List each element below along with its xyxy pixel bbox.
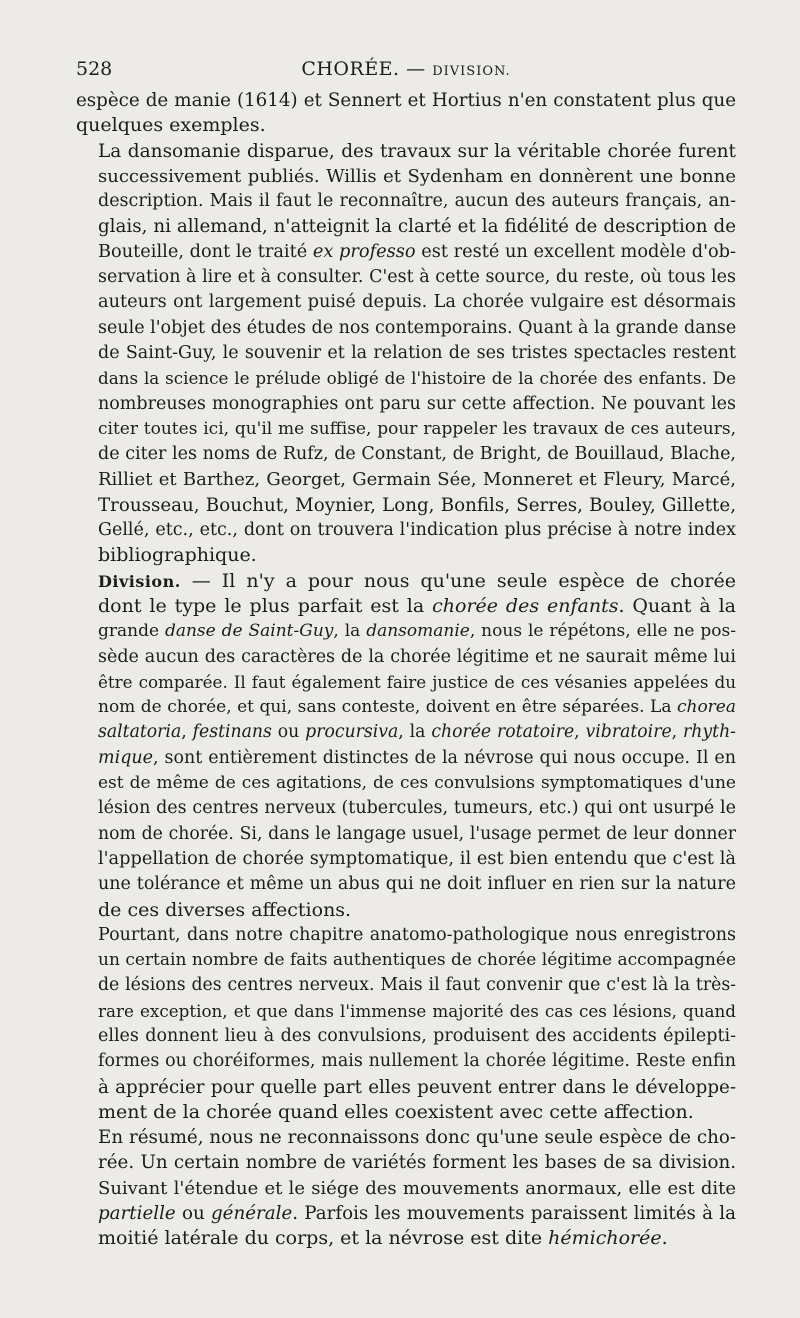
text-line: rée. Un certain nombre de variétés forment les bases de sa division.: [98, 1152, 736, 1174]
text-run: dont le type le plus parfait est la: [98, 594, 433, 617]
paragraph-2: [76, 139, 736, 569]
title-sub: DIVISION.: [432, 64, 511, 79]
title-dash: —: [406, 58, 426, 80]
text-line: citer toutes ici, qu'il me suffise, pour rappeler les travaux de ces auteurs,: [98, 418, 736, 439]
page-number: 528: [76, 58, 113, 80]
text-line: [76, 1201, 736, 1226]
text-line: [76, 569, 736, 594]
text-run: ou: [175, 1203, 211, 1225]
text-line: nombreuses monographies ont paru sur cette affection. Ne pouvant les: [98, 393, 736, 414]
text-run: ,: [671, 722, 684, 743]
text-run: grande: [98, 621, 165, 642]
italic-run: hémichorée: [548, 1227, 662, 1250]
text-run: , la: [333, 621, 367, 642]
text-line: La dansomanie disparue, des travaux sur la véritable chorée furent: [98, 140, 736, 162]
text-line: espèce de manie (1614) et Sennert et Hortius n'en constatent plus que: [76, 90, 736, 111]
text-line: de citer les noms de Rufz, de Constant, de Bright, de Bouillaud, Blache,: [98, 444, 736, 465]
text-line: lésion des centres nerveux (tubercules, tumeurs, etc.) qui ont usurpé le: [98, 798, 736, 819]
italic-run: vibratoire: [585, 722, 672, 743]
text-line: successivement publiés. Willis et Sydenham en donnèrent une bonne: [98, 165, 736, 187]
text-line: glais, ni allemand, n'atteignit la clarté et la fidélité de description de: [98, 216, 736, 238]
text-line: bibliographique.: [98, 544, 257, 567]
text-run: , sont entièrement distinctes de la névrose qui nous occupe. Il en: [153, 747, 736, 768]
title-main: CHORÉE.: [301, 58, 400, 80]
text-body: [76, 88, 736, 1252]
text-run: . Quant à la: [618, 594, 736, 617]
text-line: un certain nombre de faits authentiques de chorée légitime accompagnée: [98, 950, 736, 971]
text-run: — Il n'y a pour nous qu'une seule espèce de chorée: [180, 569, 736, 592]
italic-run: ex professo: [312, 241, 416, 262]
text-run: est resté un excellent modèle d'ob-: [415, 241, 737, 262]
text-run: Bouteille, dont le traité: [98, 241, 313, 262]
text-line: Rilliet et Barthez, Georget, Germain Sée, Monneret et Fleury, Marcé,: [98, 469, 736, 491]
paragraph-1: [76, 88, 736, 139]
text-line: de ces diverses affections.: [98, 898, 352, 921]
text-line: [76, 1226, 736, 1251]
text-line: formes ou choréiformes, mais nullement la chorée légitime. Reste enfin: [98, 1051, 736, 1072]
text-line: [76, 240, 736, 265]
italic-run: procursiva: [305, 722, 399, 743]
text-run: ,: [181, 722, 193, 743]
text-line: de lésions des centres nerveux. Mais il faut convenir que c'est là la très-: [98, 975, 736, 996]
text-line: nom de chorée. Si, dans le langage usuel, l'usage permet de leur donner: [98, 823, 736, 844]
text-line: [76, 695, 736, 720]
text-line: elles donnent lieu à des convulsions, produisent des accidents épilepti-: [98, 1025, 736, 1046]
text-line: auteurs ont largement puisé depuis. La chorée vulgaire est désormais: [98, 292, 736, 313]
section-keyword: Division.: [98, 571, 181, 591]
text-run: , la: [398, 722, 432, 743]
text-line: est de même de ces agitations, de ces convulsions symptomatiques d'une: [98, 773, 736, 794]
text-run: .: [661, 1227, 668, 1250]
text-run: , nous le répétons, elle ne pos-: [469, 621, 736, 642]
italic-run: chorée rotatoire: [431, 722, 575, 743]
text-run: ou: [271, 722, 306, 743]
text-line: Gellé, etc., etc., dont on trouvera l'indication plus précise à notre index: [98, 520, 736, 541]
paragraph-3: [76, 569, 736, 923]
text-line: être comparée. Il faut également faire justice de ces vésanies appelées du: [98, 671, 736, 692]
text-line: Trousseau, Bouchut, Moynier, Long, Bonfils, Serres, Bouley, Gillette,: [98, 494, 736, 516]
text-line: rare exception, et que dans l'immense majorité des cas ces lésions, quand: [98, 1000, 736, 1021]
text-line: [76, 619, 736, 644]
text-line: dans la science le prélude obligé de l'histoire de la chorée des enfants. De: [98, 368, 736, 389]
italic-run: saltatoria: [98, 722, 182, 743]
italic-run: générale: [210, 1203, 293, 1225]
text-line: ment de la chorée quand elles coexistent avec cette affection.: [98, 1100, 694, 1123]
italic-run: partielle: [98, 1203, 176, 1225]
text-line: [76, 746, 736, 771]
text-run: moitié latérale du corps, et la névrose est dite: [98, 1227, 549, 1250]
text-line: quelques exemples.: [76, 114, 266, 137]
text-line: sède aucun des caractères de la chorée légitime et ne saurait même lui: [98, 646, 736, 667]
italic-run: chorea: [676, 697, 736, 718]
text-line: de Saint-Guy, le souvenir et la relation de ses tristes spectacles restent: [98, 342, 736, 363]
text-line: l'appellation de chorée symptomatique, il est bien entendu que c'est là: [98, 848, 736, 869]
text-run: ,: [574, 722, 586, 743]
running-title: [76, 58, 736, 80]
running-header: [76, 58, 736, 82]
text-run: . Parfois les mouvements paraissent limités à la: [292, 1203, 736, 1225]
text-line: En résumé, nous ne reconnaissons donc qu'une seule espèce de cho-: [98, 1127, 736, 1149]
text-run: nom de chorée, et qui, sans conteste, doivent en être séparées. La: [98, 697, 677, 718]
italic-run: festinans: [192, 722, 272, 743]
text-line: Suivant l'étendue et le siége des mouvements anormaux, elle est dite: [98, 1177, 736, 1199]
text-line: [76, 720, 736, 745]
italic-run: dansomanie: [366, 621, 470, 642]
text-line: description. Mais il faut le reconnaître, aucun des auteurs français, an-: [98, 191, 736, 212]
text-line: [76, 594, 736, 619]
text-line: Pourtant, dans notre chapitre anatomo-pathologique nous enregistrons: [98, 924, 736, 945]
italic-run: mique: [98, 747, 154, 768]
italic-run: rhyth-: [683, 722, 737, 743]
italic-run: chorée des enfants: [432, 594, 619, 617]
paragraph-5: [76, 1125, 736, 1251]
text-line: à apprécier pour quelle part elles peuvent entrer dans le développe-: [98, 1076, 736, 1098]
paragraph-4: [76, 923, 736, 1125]
text-line: une tolérance et même un abus qui ne doit influer en rien sur la nature: [98, 874, 736, 895]
italic-run: danse de Saint-Guy: [164, 621, 334, 642]
text-line: servation à lire et à consulter. C'est à cette source, du reste, où tous les: [98, 267, 736, 288]
text-line: seule l'objet des études de nos contemporains. Quant à la grande danse: [98, 317, 737, 338]
